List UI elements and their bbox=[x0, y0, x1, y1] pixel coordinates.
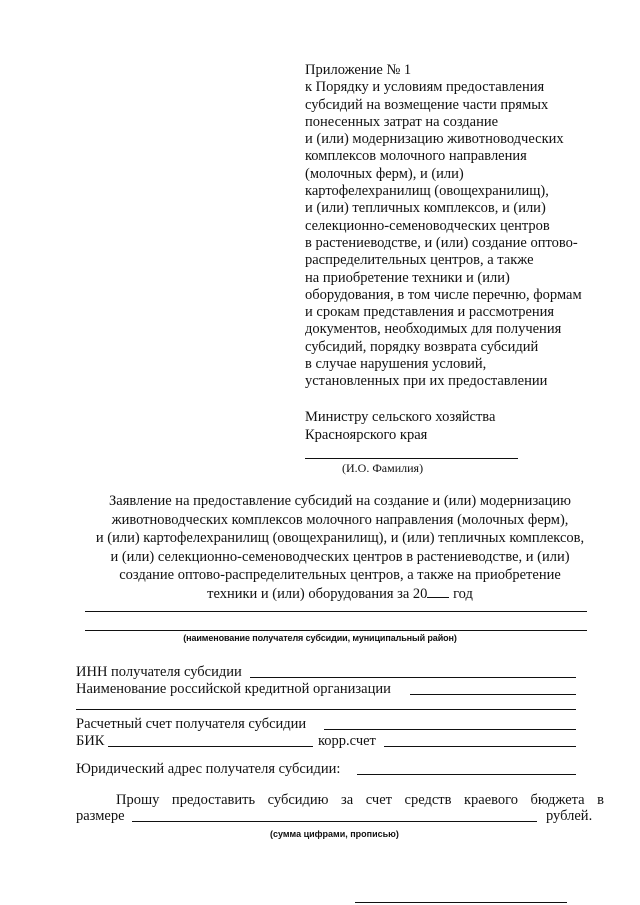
corr-input-line[interactable] bbox=[384, 746, 576, 747]
year-blank[interactable] bbox=[427, 585, 449, 598]
appendix-line: на приобретение техники и (или) bbox=[305, 269, 510, 286]
appendix-line: Приложение № 1 bbox=[305, 62, 412, 78]
appendix-line: селекционно-семеноводческих центров bbox=[305, 217, 550, 234]
appendix-line: документов, необходимых для получения bbox=[305, 321, 562, 338]
inn-field bbox=[76, 664, 242, 681]
bik-input-line[interactable] bbox=[108, 746, 313, 747]
bik-field bbox=[76, 733, 104, 750]
title-line: животноводческих комплексов молочного направления (молочных ферм), bbox=[111, 511, 569, 528]
appendix-line: и (или) модернизацию животноводческих bbox=[305, 131, 564, 148]
addressee-line-1: Министру сельского хозяйства bbox=[305, 409, 496, 425]
title-line: и (или) селекционно-семеноводческих центров в растениеводстве, и (или) bbox=[110, 548, 570, 565]
appendix-line: и срокам представления и рассмотрения bbox=[305, 304, 555, 321]
request-paragraph bbox=[76, 790, 604, 810]
appendix-line: субсидий на возмещение части прямых bbox=[305, 96, 549, 113]
address-input-line[interactable] bbox=[357, 774, 576, 775]
account-input-line[interactable] bbox=[324, 729, 576, 730]
signature-name-line bbox=[305, 458, 518, 459]
inn-label: ИНН получателя субсидии bbox=[76, 664, 242, 680]
appendix-line: комплексов молочного направления bbox=[305, 148, 527, 165]
bik-label: БИК bbox=[76, 733, 105, 749]
title-last-suffix: год bbox=[449, 585, 473, 602]
title-line: Заявление на предоставление субсидий на создание и (или) модернизацию bbox=[109, 493, 571, 509]
title-line: и (или) картофелехранилищ (овощехранилищ), и (или) тепличных комплексов, bbox=[95, 530, 585, 546]
appendix-line: распределительных центров, а также bbox=[305, 252, 534, 269]
corr-label: корр.счет bbox=[318, 733, 376, 749]
appendix-line: в растениеводстве, и (или) создание оптово- bbox=[305, 234, 578, 251]
appendix-line: субсидий, порядку возврата субсидий bbox=[305, 338, 539, 355]
appendix-line: оборудования, в том числе перечню, формам bbox=[305, 286, 582, 303]
address-field bbox=[76, 761, 340, 778]
appendix-line: понесенных затрат на создание bbox=[305, 113, 499, 130]
account-field bbox=[76, 716, 306, 733]
title-line: создание оптово-распределительных центров, а также на приобретение bbox=[119, 567, 561, 583]
bank-input-line-2[interactable] bbox=[76, 709, 576, 710]
account-label: Расчетный счет получателя субсидии bbox=[76, 716, 307, 732]
request-line-1: Прошу предоставить субсидию за счет средств краевого бюджета в bbox=[116, 792, 604, 808]
appendix-line: и (или) тепличных комплексов, и (или) bbox=[305, 200, 546, 217]
addressee-block bbox=[305, 408, 605, 444]
recipient-caption: (наименование получателя субсидии, муниципальный район) bbox=[183, 633, 457, 643]
sum-caption: (сумма цифрами, прописью) bbox=[270, 829, 399, 839]
footer-signature-line bbox=[355, 902, 567, 903]
title-last-line bbox=[70, 585, 610, 604]
corr-field bbox=[318, 733, 376, 750]
address-label: Юридический адрес получателя субсидии: bbox=[76, 761, 341, 777]
request-line-2 bbox=[76, 808, 125, 825]
appendix-header bbox=[305, 62, 625, 391]
request-currency bbox=[546, 808, 592, 825]
bank-label: Наименование российской кредитной организации bbox=[76, 681, 391, 697]
recipient-line-2[interactable] bbox=[85, 630, 587, 631]
request-amount-suffix: рублей. bbox=[546, 808, 593, 824]
signature-caption: (И.О. Фамилия) bbox=[342, 461, 424, 475]
request-amount-prefix: размере bbox=[76, 808, 125, 824]
appendix-line: (молочных ферм), и (или) bbox=[305, 165, 464, 182]
appendix-line: к Порядку и условиям предоставления bbox=[305, 79, 545, 96]
recipient-line-1[interactable] bbox=[85, 611, 587, 612]
application-title bbox=[70, 492, 610, 603]
title-last-prefix: техники и (или) оборудования за 20 bbox=[207, 585, 428, 602]
addressee-line-2: Красноярского края bbox=[305, 427, 428, 443]
inn-input-line[interactable] bbox=[250, 677, 576, 678]
amount-input-line[interactable] bbox=[132, 821, 537, 822]
bank-input-line[interactable] bbox=[410, 694, 576, 695]
appendix-line: в случае нарушения условий, bbox=[305, 356, 487, 373]
appendix-line: картофелехранилищ (овощехранилищ), bbox=[305, 183, 549, 200]
bank-field bbox=[76, 681, 391, 698]
appendix-line: установленных при их предоставлении bbox=[305, 373, 548, 390]
